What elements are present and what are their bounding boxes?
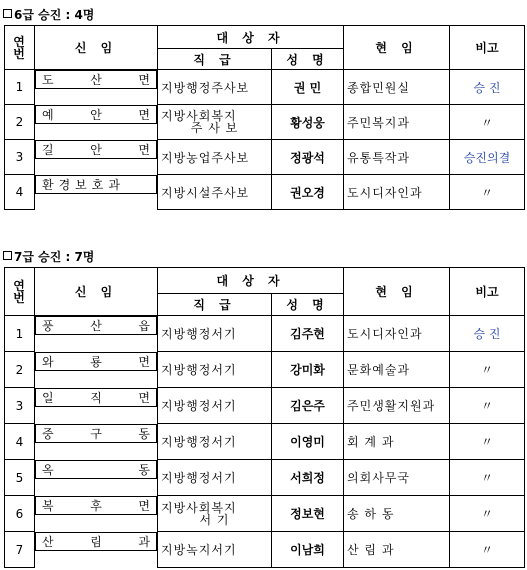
new-post-char: 면 [138,73,150,87]
new-post-char: 읍 [138,319,150,333]
current-post: 도시디자인과 [344,175,450,210]
person-name: 정보현 [272,496,344,532]
table-row [5,496,525,532]
note: 승 진 [450,70,525,105]
header-target: 대 상 자 [158,268,344,294]
grade [158,532,272,568]
current-post: 주민생활지원과 [344,388,450,424]
grade-line: 지방사회복지 [161,109,237,123]
grade-line: 지방행정서기 [161,435,237,449]
new-post-char: 과 [138,534,150,549]
grade-line: 지방행정서기 [161,471,237,485]
row-number: 3 [5,140,35,175]
new-post [35,70,157,89]
current-post: 문화예술과 [344,352,450,388]
person-name: 서희정 [272,460,344,496]
grade [158,388,272,424]
new-post [35,424,157,443]
current-post: 회 계 과 [344,424,450,460]
row-number: 2 [5,352,35,388]
new-post [35,532,157,551]
row-number: 7 [5,532,35,568]
grade [158,175,272,210]
table-row [5,316,525,352]
row-number: 2 [5,105,35,140]
new-post-char: 룡 [90,354,102,369]
new-post-char: 길 [42,142,54,157]
header-note: 비고 [450,268,525,316]
note: 〃 [450,175,525,210]
new-post-char: 도 [42,73,54,87]
section-title-grade6: 6급 승진 : 4명 [3,6,94,23]
new-post-char: 산 [90,319,102,333]
grade-line: 지방행정서기 [161,399,237,413]
table-row [5,532,525,568]
grade [158,316,272,352]
current-post: 산 림 과 [344,532,450,568]
header-no: 연 번 [5,26,35,70]
table-row [5,140,525,175]
note: 〃 [450,424,525,460]
table-row [5,460,525,496]
new-post-char: 림 [90,534,102,549]
new-post-char: 면 [138,107,150,122]
row-number: 4 [5,175,35,210]
new-post-char: 와 [42,354,54,369]
new-post-char: 구 [90,426,102,441]
note: 〃 [450,388,525,424]
note: 승 진 [450,316,525,352]
new-post-char: 산 [90,73,102,87]
grade [158,424,272,460]
new-post-char: 복 [42,498,54,513]
new-post [35,388,157,407]
new-post-char: 안 [90,107,102,122]
grade [158,105,272,140]
header-grade: 직 급 [158,49,272,70]
table-row [5,70,525,105]
table-row [5,352,525,388]
table-row [5,105,525,140]
person-name: 권오경 [272,175,344,210]
header-note: 비고 [450,26,525,70]
grade-line: 지방행정서기 [161,327,237,341]
new-post-char: 직 [90,390,102,405]
header-new-post: 신 임 [35,268,158,316]
grade-line: 주 사 보 [190,121,239,135]
header-current: 현 임 [344,268,450,316]
person-name: 이영미 [272,424,344,460]
grade [158,70,272,105]
new-post-char: 후 [90,498,102,513]
grade [158,460,272,496]
note: 〃 [450,460,525,496]
person-name: 이남희 [272,532,344,568]
grade-line: 지방녹지서기 [161,543,237,557]
section-title-grade7: 7급 승진 : 7명 [3,248,94,265]
new-post-char: 면 [138,142,150,157]
new-post-char: 면 [138,354,150,369]
header-name: 성 명 [272,294,344,316]
header-grade: 직 급 [158,294,272,316]
person-name: 김주현 [272,316,344,352]
current-post: 유통특작과 [344,140,450,175]
table-row [5,424,525,460]
person-name: 강미화 [272,352,344,388]
person-name: 황성웅 [272,105,344,140]
person-name: 권 민 [272,70,344,105]
table-row [5,175,525,210]
grade-line: 지방행정주사보 [161,80,250,95]
grade [158,496,272,532]
new-post-char: 동 [138,426,150,441]
note: 승진의결 [450,140,525,175]
note: 〃 [450,105,525,140]
note: 〃 [450,532,525,568]
row-number: 3 [5,388,35,424]
new-post-char: 면 [138,498,150,513]
new-post-char: 면 [138,390,150,405]
grade [158,352,272,388]
note: 〃 [450,352,525,388]
promotion-table-grade7 [4,267,525,568]
new-post [35,316,157,335]
person-name: 정광석 [272,140,344,175]
header-current: 현 임 [344,26,450,70]
row-number: 4 [5,424,35,460]
header-no: 연 번 [5,268,35,316]
current-post: 송 하 동 [344,496,450,532]
new-post [35,460,157,479]
promotion-table-grade6 [4,25,525,210]
current-post: 종합민원실 [344,70,450,105]
grade-line: 지방시설주사보 [161,185,250,200]
new-post [35,496,157,515]
grade-line: 서 기 [199,512,230,527]
note: 〃 [450,496,525,532]
new-post [35,140,157,159]
row-number: 1 [5,316,35,352]
new-post-char: 산 [42,534,54,549]
header-name: 성 명 [272,49,344,70]
new-post-char: 동 [138,462,150,477]
row-number: 6 [5,496,35,532]
grade [158,140,272,175]
grade-line: 지방사회복지 [161,500,237,515]
header-target: 대 상 자 [158,26,344,49]
new-post [35,352,157,371]
new-post-char: 풍 [42,319,54,333]
table-row [5,388,525,424]
person-name: 김은주 [272,388,344,424]
current-post: 의회사무국 [344,460,450,496]
current-post: 주민복지과 [344,105,450,140]
row-number: 5 [5,460,35,496]
grade-line: 지방농업주사보 [161,150,250,165]
grade-line: 지방행정서기 [161,363,237,377]
new-post-char: 중 [42,426,54,441]
current-post: 도시디자인과 [344,316,450,352]
new-post [35,175,157,194]
new-post-char: 안 [90,142,102,157]
new-post-char: 예 [42,107,54,122]
new-post-char: 일 [42,390,54,405]
new-post-char: 옥 [42,462,54,477]
row-number: 1 [5,70,35,105]
new-post-char: 환경보호과 [42,177,125,192]
new-post [35,105,157,124]
header-new-post: 신 임 [35,26,158,70]
